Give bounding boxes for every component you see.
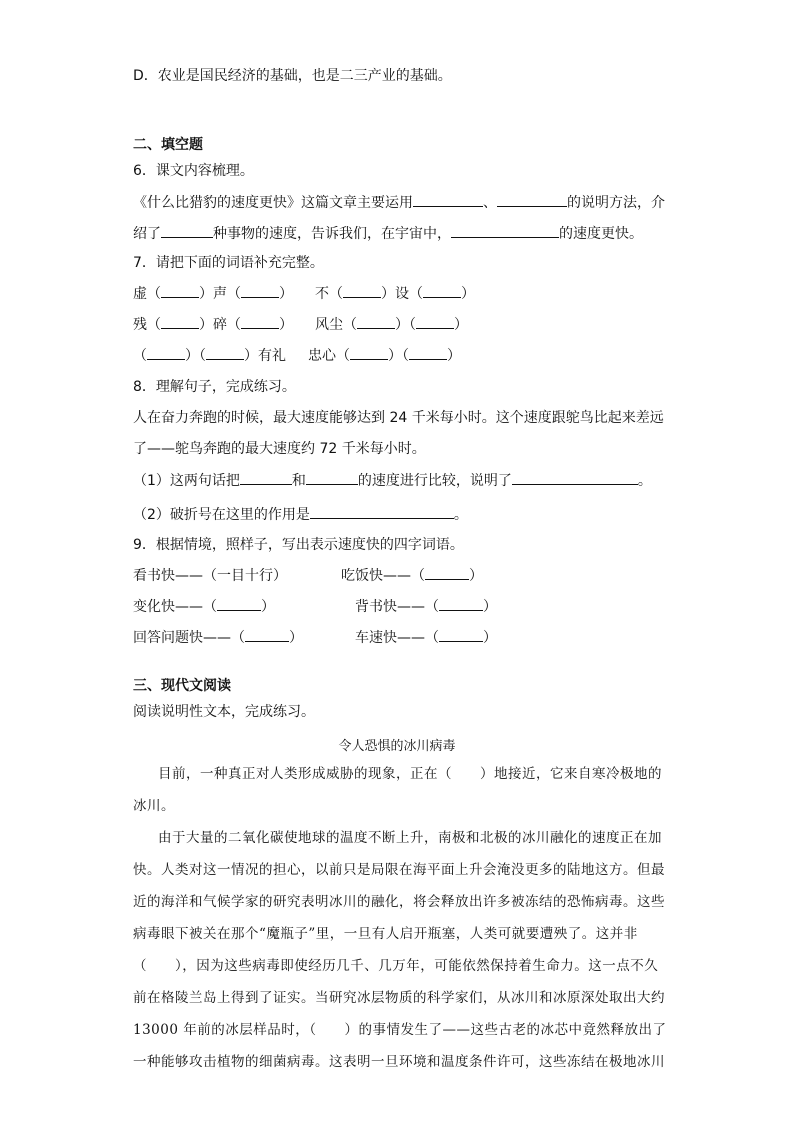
q6-text: 、 xyxy=(483,195,497,211)
q7-item: 虚（ ）声（ ） xyxy=(133,286,293,302)
q7-title: 7．请把下面的词语补充完整。 xyxy=(133,255,324,271)
answer-blank[interactable] xyxy=(413,192,483,207)
q8-sub2: （2）破折号在这里的作用是 。 xyxy=(133,504,468,525)
q8-passage-line: 了——鸵鸟奔跑的最大速度约 72 千米每小时。 xyxy=(133,441,426,457)
answer-blank[interactable] xyxy=(497,192,567,207)
q6-text: 的速度更快。 xyxy=(559,226,643,242)
section-heading-fill-blank: 二、填空题 xyxy=(133,137,203,153)
q6-text: 《什么比猎豹的速度更快》这篇文章主要运用 xyxy=(133,195,413,211)
article-title: 令人恐惧的冰川病毒 xyxy=(338,739,456,754)
article-line: 13000 年前的冰层样品时，（ ）的事情发生了——这些古老的冰芯中竟然释放出了 xyxy=(133,1022,667,1038)
article-line: 一种能够攻击植物的细菌病毒。这表明一旦环境和温度条件许可，这些冻结在极地冰川 xyxy=(133,1054,665,1070)
q6-text: 种事物的速度，告诉我们，在宇宙中， xyxy=(213,226,451,242)
article-line: 快。人类对这一情况的担心，以前只是局限在海平面上升会淹没更多的陆地这方。但最 xyxy=(133,862,665,878)
answer-blank[interactable] xyxy=(161,284,199,298)
answer-blank[interactable] xyxy=(161,223,213,238)
q7-item: 风尘（ ）（ ） xyxy=(315,317,468,333)
q8-sub1: （1）这两句话把 和 的速度进行比较，说明了 。 xyxy=(133,470,652,491)
q7-item: 残（ ）碎（ ） xyxy=(133,317,293,333)
q9-item: 回答问题快——（ ） xyxy=(133,630,303,646)
answer-blank[interactable] xyxy=(423,284,461,298)
answer-blank[interactable] xyxy=(439,628,483,642)
q6-line2 xyxy=(133,223,643,244)
answer-blank[interactable] xyxy=(310,504,454,519)
q9-item: 吃饭快——（ ） xyxy=(341,568,483,584)
answer-blank[interactable] xyxy=(409,346,447,360)
q9-item: 变化快——（ ） xyxy=(133,599,275,615)
answer-blank[interactable] xyxy=(217,597,261,611)
answer-blank[interactable] xyxy=(451,223,559,238)
q9-item: 车速快——（ ） xyxy=(355,630,497,646)
reading-instruction: 阅读说明性文本，完成练习。 xyxy=(133,704,315,720)
q6-text: 绍了 xyxy=(133,226,161,242)
q7-item: （ ）（ ）有礼 xyxy=(133,348,286,364)
answer-blank[interactable] xyxy=(241,315,279,329)
answer-blank[interactable] xyxy=(357,315,395,329)
answer-blank[interactable] xyxy=(245,628,289,642)
q9-item: 背书快——（ ） xyxy=(355,599,497,615)
article-line: 前在格陵兰岛上得到了证实。当研究冰层物质的科学家们，从冰川和冰原深处取出大约 xyxy=(133,990,665,1006)
article-line: 病毒眼下被关在那个“魔瓶子”里，一旦有人启开瓶塞，人类可就要遭殃了。这并非 xyxy=(133,926,638,942)
section-heading-reading: 三、现代文阅读 xyxy=(133,678,231,694)
q6-text: 的说明方法，介 xyxy=(567,195,665,211)
q9-example: 看书快——（一目十行） xyxy=(133,568,287,584)
article-line: 近的海洋和气候学家的研究表明冰川的融化，将会释放出许多被冻结的恐怖病毒。这些 xyxy=(133,894,665,910)
article-line: 由于大量的二氧化碳使地球的温度不断上升，南极和北极的冰川融化的速度正在加 xyxy=(158,830,662,846)
q8-passage-line: 人在奋力奔跑的时候，最大速度能够达到 24 千米每小时。这个速度跟鸵鸟比起来差远 xyxy=(133,410,664,426)
answer-blank[interactable] xyxy=(241,284,279,298)
option-d: D．农业是国民经济的基础，也是二三产业的基础。 xyxy=(133,68,452,84)
answer-blank[interactable] xyxy=(512,470,638,485)
q7-item: 忠心（ ）（ ） xyxy=(308,348,461,364)
q6-title: 6．课文内容梳理。 xyxy=(133,163,254,179)
q9-title: 9．根据情境，照样子，写出表示速度快的四字词语。 xyxy=(133,537,464,553)
answer-blank[interactable] xyxy=(240,470,292,485)
article-line: （ ），因为这些病毒即使经历几千、几万年，可能依然保持着生命力。这一点不久 xyxy=(133,958,659,974)
answer-blank[interactable] xyxy=(439,597,483,611)
answer-blank[interactable] xyxy=(425,566,469,580)
answer-blank[interactable] xyxy=(416,315,454,329)
answer-blank[interactable] xyxy=(343,284,381,298)
article-line: 冰川。 xyxy=(133,798,175,814)
answer-blank[interactable] xyxy=(161,315,199,329)
q8-title: 8．理解句子，完成练习。 xyxy=(133,379,296,395)
answer-blank[interactable] xyxy=(350,346,388,360)
q7-item: 不（ ）设（ ） xyxy=(315,286,475,302)
article-line: 目前，一种真正对人类形成威胁的现象，正在（ ）地接近，它来自寒冷极地的 xyxy=(158,766,662,782)
answer-blank[interactable] xyxy=(306,470,358,485)
answer-blank[interactable] xyxy=(147,346,185,360)
answer-blank[interactable] xyxy=(206,346,244,360)
q6-line1 xyxy=(133,192,665,213)
